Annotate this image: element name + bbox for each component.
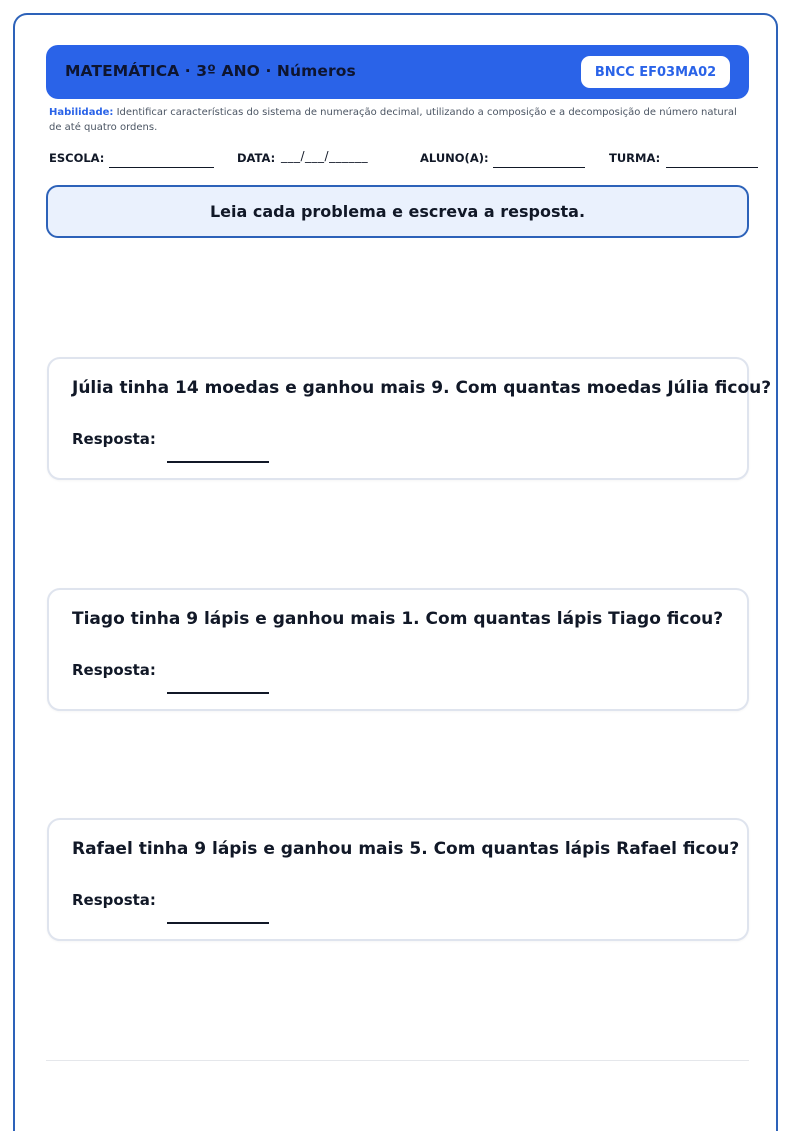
instruction-box: Leia cada problema e escreva a resposta. bbox=[46, 185, 749, 238]
school-field[interactable] bbox=[109, 167, 214, 168]
problem-card bbox=[47, 818, 749, 941]
answer-label: Resposta: bbox=[72, 891, 156, 909]
problem-card bbox=[47, 588, 749, 711]
skill-text: Identificar características do sistema de numeração decimal, utilizando a composição e a decomposição de número natural de até quatro ordens. bbox=[49, 107, 737, 133]
answer-field[interactable] bbox=[167, 692, 269, 694]
student-label: ALUNO(A): bbox=[420, 151, 489, 165]
answer-field[interactable] bbox=[167, 922, 269, 924]
problem-text: Rafael tinha 9 lápis e ganhou mais 5. Com quantas lápis Rafael ficou? bbox=[72, 839, 740, 859]
date-field[interactable]: ___/___/______ bbox=[281, 149, 369, 163]
school-label: ESCOLA: bbox=[49, 151, 105, 165]
skill-description bbox=[49, 105, 749, 135]
problem-text: Júlia tinha 14 moedas e ganhou mais 9. Com quantas moedas Júlia ficou? bbox=[72, 378, 772, 398]
student-name-field[interactable] bbox=[493, 167, 585, 168]
bncc-code-badge: BNCC EF03MA02 bbox=[581, 56, 730, 88]
skill-label: Habilidade: bbox=[49, 107, 114, 118]
answer-label: Resposta: bbox=[72, 661, 156, 679]
answer-label: Resposta: bbox=[72, 430, 156, 448]
footer-divider bbox=[46, 1060, 749, 1061]
class-label: TURMA: bbox=[609, 151, 661, 165]
class-field[interactable] bbox=[666, 167, 758, 168]
page-title: MATEMÁTICA · 3º ANO · Números bbox=[65, 62, 356, 80]
problem-text: Tiago tinha 9 lápis e ganhou mais 1. Com quantas lápis Tiago ficou? bbox=[72, 609, 724, 629]
student-info-row bbox=[49, 149, 749, 171]
worksheet-page bbox=[13, 13, 778, 1131]
header-bar bbox=[46, 45, 749, 99]
date-label: DATA: bbox=[237, 151, 276, 165]
answer-field[interactable] bbox=[167, 461, 269, 463]
problem-card bbox=[47, 357, 772, 480]
